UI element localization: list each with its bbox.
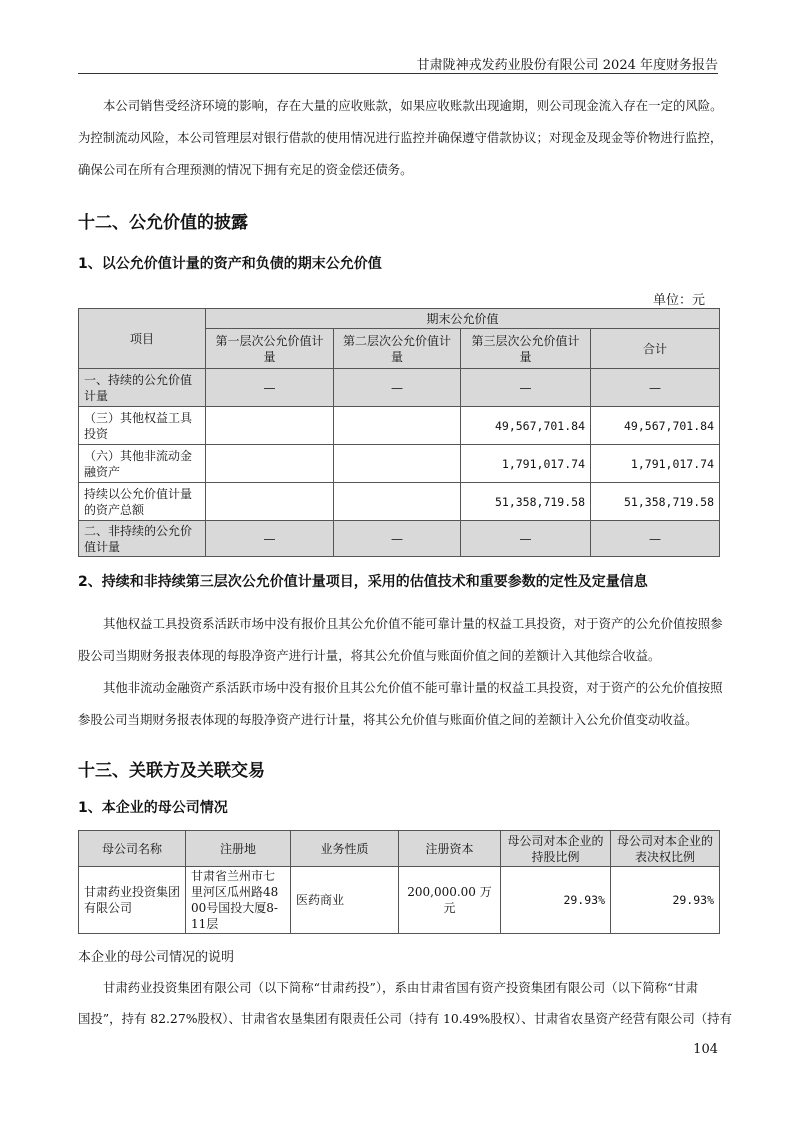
unit-label: 单位：元 bbox=[652, 293, 705, 308]
cell: 49,567,701.84 bbox=[461, 407, 591, 445]
header-cell: 母公司对本企业的表决权比例 bbox=[611, 831, 720, 867]
header-item: 项目 bbox=[79, 309, 206, 369]
header-level3: 第三层次公允价值计量 bbox=[461, 329, 591, 369]
cell bbox=[206, 407, 334, 445]
cell: 49,567,701.84 bbox=[591, 407, 720, 445]
table-row bbox=[79, 369, 720, 407]
text-line: 股公司当期财务报表体现的每股净资产进行计量，将其公允价值与账面价值之间的差额计入其他综合收益。 bbox=[78, 648, 661, 663]
text-line: 国投”，持有 82.27%股权）、甘肃省农垦集团有限责任公司（持有 10.49%股权）、甘肃省农垦资产经营有限公司（持有 bbox=[78, 1011, 732, 1026]
cell: — bbox=[461, 369, 591, 407]
subsection-title: 2、持续和非持续第三层次公允价值计量项目，采用的估值技术和重要参数的定性及定量信息 bbox=[78, 574, 648, 590]
cell: — bbox=[206, 369, 334, 407]
cell: — bbox=[206, 521, 334, 557]
paragraph bbox=[78, 608, 723, 736]
intro-paragraph bbox=[78, 90, 723, 186]
header-total: 合计 bbox=[591, 329, 720, 369]
cell: — bbox=[591, 521, 720, 557]
cell bbox=[206, 483, 334, 521]
cell bbox=[334, 445, 461, 483]
cell: 1,791,017.74 bbox=[591, 445, 720, 483]
text-line: 甘肃药业投资集团有限公司（以下简称“甘肃药投”），系由甘肃省国有资产投资集团有限公司（以下简称“甘肃 bbox=[103, 980, 699, 995]
subsection-title: 1、本企业的母公司情况 bbox=[78, 800, 228, 816]
row-label: 持续以公允价值计量的资产总额 bbox=[79, 483, 206, 521]
cell: 200,000.00 万元 bbox=[399, 867, 501, 934]
cell: — bbox=[334, 369, 461, 407]
row-label: 二、非持续的公允价值计量 bbox=[79, 521, 206, 557]
cell: 甘肃药业投资集团有限公司 bbox=[79, 867, 186, 934]
section-title: 十三、关联方及关联交易 bbox=[78, 761, 265, 781]
cell bbox=[334, 483, 461, 521]
cell: 1,791,017.74 bbox=[461, 445, 591, 483]
fair-value-table bbox=[78, 308, 720, 557]
header-cell: 母公司名称 bbox=[79, 831, 186, 867]
cell: — bbox=[461, 521, 591, 557]
header-divider bbox=[78, 73, 718, 74]
cell: — bbox=[334, 521, 461, 557]
text-line: 本公司销售受经济环境的影响，存在大量的应收账款，如果应收账款出现逾期，则公司现金流入存在一定的风险。 bbox=[103, 98, 723, 113]
cell bbox=[206, 445, 334, 483]
cell: 51,358,719.58 bbox=[591, 483, 720, 521]
text-line: 确保公司在所有合理预测的情况下拥有充足的资金偿还债务。 bbox=[78, 162, 413, 177]
subsection-title: 1、以公允价值计量的资产和负债的期末公允价值 bbox=[78, 256, 382, 272]
cell: 29.93% bbox=[501, 867, 611, 934]
cell: 甘肃省兰州市七里河区瓜州路4800号国投大厦8-11层 bbox=[186, 867, 291, 934]
cell: 51,358,719.58 bbox=[461, 483, 591, 521]
text-line: 为控制流动风险，本公司管理层对银行借款的使用情况进行监控并确保遵守借款协议；对现金及现金等价物进行监控， bbox=[78, 130, 723, 145]
row-label: 一、持续的公允价值计量 bbox=[79, 369, 206, 407]
cell bbox=[334, 407, 461, 445]
header-cell: 母公司对本企业的持股比例 bbox=[501, 831, 611, 867]
header-cell: 注册资本 bbox=[399, 831, 501, 867]
cell: 29.93% bbox=[611, 867, 720, 934]
cell: — bbox=[591, 369, 720, 407]
header-group: 期末公允价值 bbox=[206, 309, 720, 329]
parent-company-table bbox=[78, 830, 720, 934]
table-row bbox=[79, 483, 720, 521]
table-row bbox=[79, 445, 720, 483]
text-line: 其他非流动金融资产系活跃市场中没有报价且其公允价值不能可靠计量的权益工具投资，对于资产的公允价值按照 bbox=[103, 680, 723, 695]
section-title: 十二、公允价值的披露 bbox=[78, 213, 248, 233]
paragraph bbox=[78, 972, 732, 1034]
note-label: 本企业的母公司情况的说明 bbox=[78, 950, 235, 965]
page-number: 104 bbox=[693, 1042, 718, 1057]
header-cell: 业务性质 bbox=[291, 831, 399, 867]
text-line: 其他权益工具投资系活跃市场中没有报价且其公允价值不能可靠计量的权益工具投资，对于资产的公允价值按照参 bbox=[103, 616, 723, 631]
page-header: 甘肃陇神戎发药业股份有限公司 2024 年度财务报告 bbox=[416, 58, 718, 73]
row-label: （三）其他权益工具投资 bbox=[79, 407, 206, 445]
header-level2: 第二层次公允价值计量 bbox=[334, 329, 461, 369]
header-cell: 注册地 bbox=[186, 831, 291, 867]
row-label: （六）其他非流动金融资产 bbox=[79, 445, 206, 483]
table-row bbox=[79, 867, 720, 934]
cell: 医药商业 bbox=[291, 867, 399, 934]
header-level1: 第一层次公允价值计量 bbox=[206, 329, 334, 369]
text-line: 参股公司当期财务报表体现的每股净资产进行计量，将其公允价值与账面价值之间的差额计入公允价值变动收益。 bbox=[78, 712, 698, 727]
table-row bbox=[79, 407, 720, 445]
table-row bbox=[79, 521, 720, 557]
